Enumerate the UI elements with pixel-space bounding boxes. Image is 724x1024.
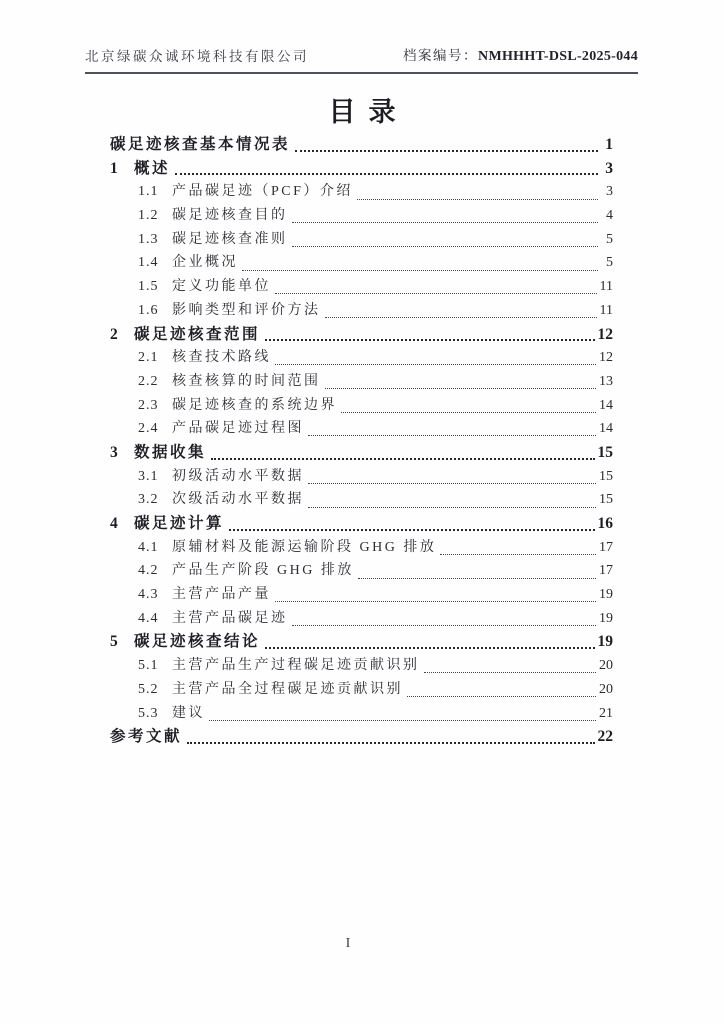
toc-leader-dots <box>205 702 599 726</box>
toc-leader-dots <box>321 370 600 394</box>
toc-page-number: 4 <box>606 208 613 224</box>
toc-leader-dots <box>260 630 597 654</box>
toc-entry-label: 建议 <box>172 705 205 721</box>
archive-number-block <box>403 44 638 65</box>
toc-row[interactable] <box>110 702 613 726</box>
toc-entry-label: 概述 <box>134 159 171 177</box>
toc-row[interactable] <box>110 630 613 654</box>
toc-leader-dots <box>321 299 600 323</box>
toc-list <box>110 133 613 749</box>
toc-page-number: 1 <box>605 136 613 153</box>
toc-entry-number: 1.4 <box>138 255 159 271</box>
toc-row[interactable] <box>110 607 613 631</box>
toc-entry-label: 企业概况 <box>172 255 238 271</box>
toc-row[interactable] <box>110 275 613 299</box>
toc-leader-dots <box>288 607 600 631</box>
toc-entry-number: 2.3 <box>138 397 159 413</box>
toc-entry-number: 3 <box>110 443 118 461</box>
toc-leader-dots <box>206 441 597 465</box>
toc-entry-number: 4.2 <box>138 563 159 579</box>
toc-leader-dots <box>288 228 602 252</box>
toc-row[interactable] <box>110 251 613 275</box>
toc-page-number: 16 <box>597 515 613 532</box>
toc-entry-label: 碳足迹核查基本情况表 <box>110 136 291 153</box>
toc-leader-dots <box>304 417 599 441</box>
toc-page-number: 20 <box>599 658 613 674</box>
toc-leader-dots <box>260 323 597 347</box>
toc-entry-label: 次级活动水平数据 <box>172 492 304 508</box>
toc-page-number: 5 <box>606 231 613 247</box>
toc-entry-label: 碳足迹核查范围 <box>134 325 261 343</box>
toc-leader-dots <box>238 251 601 275</box>
toc-entry-number: 4.3 <box>138 587 159 603</box>
toc-page-number: 19 <box>599 587 613 603</box>
toc-page-number: 22 <box>597 728 613 746</box>
toc-page-number: 20 <box>599 681 613 697</box>
toc-entry-label: 产品生产阶段 GHG 排放 <box>172 563 354 579</box>
toc-page-number: 19 <box>597 633 613 651</box>
toc-entry-label: 初级活动水平数据 <box>172 468 304 484</box>
archive-number-value: NMHHHT-DSL-2025-044 <box>478 49 638 64</box>
toc-leader-dots <box>353 180 601 204</box>
toc-row[interactable] <box>110 725 613 749</box>
toc-leader-dots <box>420 654 600 678</box>
toc-entry-label: 数据收集 <box>134 443 207 461</box>
toc-entry-number: 3.2 <box>138 492 159 508</box>
toc-leader-dots <box>170 157 601 181</box>
toc-entry-number: 3.1 <box>138 468 159 484</box>
toc-entry-label: 核查核算的时间范围 <box>172 373 321 389</box>
toc-row[interactable] <box>110 228 613 252</box>
toc-page-number: 12 <box>599 350 613 366</box>
toc-row[interactable] <box>110 678 613 702</box>
toc-entry-label: 原辅材料及能源运输阶段 GHG 排放 <box>172 539 437 555</box>
toc-entry-number: 2.1 <box>138 350 159 366</box>
toc-entry-number: 2.4 <box>138 421 159 437</box>
toc-page-number: 14 <box>599 421 613 437</box>
toc-entry-number: 4.1 <box>138 539 159 555</box>
toc-entry-label: 核查技术路线 <box>172 350 271 366</box>
toc-entry-number: 1.6 <box>138 302 159 318</box>
toc-entry-label: 碳足迹核查结论 <box>134 633 261 651</box>
toc-entry-label: 影响类型和评价方法 <box>172 302 321 318</box>
toc-row[interactable] <box>110 441 613 465</box>
toc-page-number: 19 <box>599 610 613 626</box>
toc-page-number: 15 <box>599 468 613 484</box>
toc-entry-label: 碳足迹计算 <box>134 515 225 532</box>
toc-entry-number: 1.1 <box>138 184 159 200</box>
toc-entry-number: 4 <box>110 515 118 532</box>
toc-entry-number: 1.2 <box>138 208 159 224</box>
toc-row[interactable] <box>110 299 613 323</box>
toc-leader-dots <box>182 725 597 749</box>
toc-row[interactable] <box>110 465 613 489</box>
toc-leader-dots <box>271 583 599 607</box>
toc-row[interactable] <box>110 133 613 157</box>
toc-leader-dots <box>403 678 599 702</box>
archive-number-label: 档案编号： <box>403 48 479 63</box>
toc-leader-dots <box>271 275 600 299</box>
company-name: 北京绿碳众诚环境科技有限公司 <box>85 49 309 64</box>
toc-entry-label: 主营产品产量 <box>172 587 271 603</box>
toc-page-number: 17 <box>599 563 613 579</box>
toc-row[interactable] <box>110 394 613 418</box>
toc-entry-number: 5.1 <box>138 658 159 674</box>
toc-entry-label: 碳足迹核查目的 <box>172 208 288 224</box>
toc-entry-number: 1.5 <box>138 279 159 295</box>
toc-entry-label: 参考文献 <box>110 728 183 746</box>
toc-row[interactable] <box>110 559 613 583</box>
toc-entry-number: 4.4 <box>138 610 159 626</box>
toc-leader-dots <box>354 559 599 583</box>
toc-page-number: 15 <box>599 492 613 508</box>
toc-entry-label: 碳足迹核查的系统边界 <box>172 397 337 413</box>
toc-leader-dots <box>290 133 601 157</box>
toc-page-number: 5 <box>606 255 613 271</box>
toc-row[interactable] <box>110 346 613 370</box>
toc-row[interactable] <box>110 417 613 441</box>
toc-row[interactable] <box>110 536 613 560</box>
toc-entry-number: 5 <box>110 633 118 651</box>
page-footer <box>84 936 612 952</box>
footer-page-number: I <box>345 936 351 951</box>
toc-entry-label: 定义功能单位 <box>172 279 271 295</box>
toc-row[interactable] <box>110 583 613 607</box>
toc-page-number: 11 <box>599 302 613 318</box>
toc-row[interactable] <box>110 180 613 204</box>
toc-page-number: 3 <box>606 184 613 200</box>
toc-page-number: 3 <box>605 159 613 177</box>
toc-entry-label: 主营产品全过程碳足迹贡献识别 <box>172 681 403 697</box>
toc-entry-number: 2 <box>110 325 118 343</box>
toc-leader-dots <box>436 536 599 560</box>
toc-entry-number: 2.2 <box>138 373 159 389</box>
toc-entry-number: 1 <box>110 159 118 177</box>
toc-row[interactable] <box>110 370 613 394</box>
toc-leader-dots <box>304 465 599 489</box>
toc-page-number: 21 <box>599 705 613 721</box>
toc-entry-label: 产品碳足迹（PCF）介绍 <box>172 184 353 200</box>
toc-leader-dots <box>288 204 602 228</box>
toc-entry-label: 碳足迹核查准则 <box>172 231 288 247</box>
toc-row[interactable] <box>110 204 613 228</box>
toc-page-number: 13 <box>599 373 613 389</box>
toc-row[interactable] <box>110 654 613 678</box>
toc-entry-label: 主营产品碳足迹 <box>172 610 288 626</box>
toc-page-number: 14 <box>599 397 613 413</box>
toc-row[interactable] <box>110 323 613 347</box>
toc-leader-dots <box>304 488 599 512</box>
toc-leader-dots <box>271 346 599 370</box>
toc-page-number: 11 <box>599 279 613 295</box>
page-header <box>85 44 638 74</box>
toc-page-number: 15 <box>597 443 613 461</box>
toc-row[interactable] <box>110 512 613 536</box>
toc-entry-label: 产品碳足迹过程图 <box>172 421 304 437</box>
toc-entry-number: 1.3 <box>138 231 159 247</box>
toc-entry-label: 主营产品生产过程碳足迹贡献识别 <box>172 658 420 674</box>
page-title: 目录 <box>328 97 409 127</box>
toc-row[interactable] <box>110 488 613 512</box>
toc-leader-dots <box>337 394 599 418</box>
toc-entry-number: 5.3 <box>138 705 159 721</box>
toc-row[interactable] <box>110 157 613 181</box>
toc-page-number: 12 <box>597 325 613 343</box>
toc-page-number: 17 <box>599 539 613 555</box>
toc-entry-number: 5.2 <box>138 681 159 697</box>
toc-leader-dots <box>224 512 597 536</box>
